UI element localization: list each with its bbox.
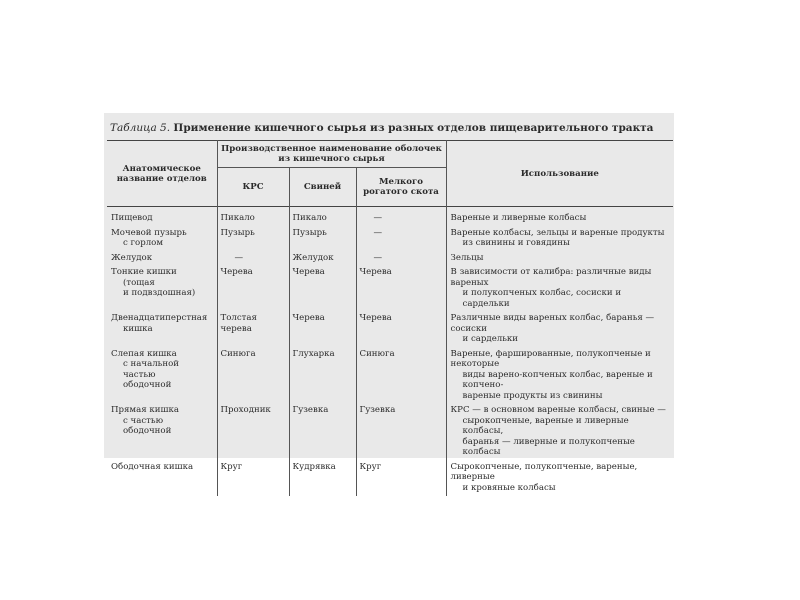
header-usage: Использование [520, 168, 599, 179]
cell-usage [446, 252, 673, 267]
cell-usage [446, 461, 673, 497]
table-row [107, 266, 673, 312]
cell-line: баранья — ливерные и полукопченые колбасы [462, 436, 635, 457]
cell-anatomical-name [107, 207, 217, 227]
cell-anatomical-name [107, 227, 217, 252]
cell-pig-casing [289, 252, 356, 267]
table-row [107, 461, 673, 497]
cell-anatomical-name [107, 404, 217, 461]
cell-line: — [373, 227, 383, 238]
cell-small-cattle-casing [356, 252, 446, 267]
cell-line: сырокопченые, вареные и ливерные колбасы, [462, 415, 629, 436]
cell-line: Гузевка [292, 405, 329, 415]
cell-line: — [373, 213, 383, 223]
cell-line: черева [220, 323, 252, 334]
cell-line: и полукопченых колбас, сосиски и сардельки [462, 288, 622, 309]
table-row [107, 227, 673, 252]
cell-line: и подвздошная) [123, 288, 196, 298]
cell-pig-casing [289, 348, 356, 405]
cell-line: Пузырь [220, 227, 255, 238]
cell-line: Вареные и ливерные колбасы [450, 213, 587, 223]
header-pig: Свиней [289, 168, 356, 207]
table-row [107, 348, 673, 405]
cell-line: Пикало [292, 213, 327, 223]
cell-small-cattle-casing [356, 207, 446, 227]
header-krs: КРС [217, 168, 289, 207]
cell-line: Вареные, фаршированные, полукопченые и некоторые [450, 348, 651, 369]
table-row [107, 312, 673, 348]
cell-line: с частью ободочной [123, 415, 172, 436]
cell-anatomical-name [107, 461, 217, 497]
cell-line: вареные продукты из свинины [462, 390, 603, 401]
cell-line: Зельцы [450, 252, 484, 263]
table-row [107, 252, 673, 267]
cell-pig-casing [289, 207, 356, 227]
cell-pig-casing [289, 312, 356, 348]
cell-usage [446, 266, 673, 312]
cell-line: — [234, 252, 244, 263]
cell-pig-casing [289, 227, 356, 252]
table-caption [110, 121, 670, 135]
cell-krs-casing [217, 266, 289, 312]
cell-line: Мочевой пузырь [111, 227, 187, 238]
cell-small-cattle-casing [356, 461, 446, 497]
cell-line: из свинины и говядины [462, 238, 570, 248]
cell-usage [446, 227, 673, 252]
cell-krs-casing [217, 348, 289, 405]
cell-line: Круг [359, 461, 382, 472]
cell-line: Черева [292, 313, 325, 323]
cell-line: (тощая [123, 277, 155, 288]
cell-line: Вареные колбасы, зельцы и вареные продукты [450, 227, 665, 238]
cell-line: Желудок [111, 252, 153, 263]
cell-anatomical-name [107, 312, 217, 348]
cell-krs-casing [217, 227, 289, 252]
cell-line: Желудок [292, 252, 334, 263]
cell-line: В зависимости от калибра: различные виды вареных [450, 267, 652, 288]
cell-krs-casing [217, 312, 289, 348]
table-title: Применение кишечного сырья из разных отделов пищеварительного тракта [173, 122, 654, 134]
cell-line: Тонкие кишки [111, 267, 177, 277]
cell-line: виды варено-копченых колбас, вареные и копчено- [462, 369, 653, 390]
cell-line: Гузевка [359, 405, 396, 415]
cell-line: Круг [220, 461, 243, 472]
cell-krs-casing [217, 207, 289, 227]
cell-line: Различные виды вареных колбас, баранья — сосиски [450, 313, 655, 334]
cell-line: Проходник [220, 405, 271, 415]
cell-line: Толстая [220, 313, 257, 323]
cell-line: Синюга [220, 348, 256, 359]
cell-pig-casing [289, 266, 356, 312]
cell-line: Пикало [220, 213, 255, 223]
cell-line: Глухарка [292, 348, 335, 359]
header-production-names: Производственное наименование оболочек из кишечного сырья [217, 141, 446, 168]
cell-krs-casing [217, 252, 289, 267]
cell-pig-casing [289, 404, 356, 461]
sausage-casing-table [107, 140, 673, 496]
cell-line: с начальной частью [123, 359, 179, 380]
header-small-cattle: Мелкого рогатого скота [356, 168, 446, 207]
table-body [107, 207, 673, 497]
cell-line: кишка [123, 323, 153, 334]
cell-line: ободочной [123, 380, 172, 390]
cell-usage [446, 404, 673, 461]
table-header [107, 141, 673, 207]
cell-line: Пузырь [292, 227, 327, 238]
cell-line: Двенадцатиперстная [111, 313, 208, 323]
cell-line: Черева [359, 313, 392, 323]
cell-line: Пищевод [111, 213, 153, 223]
cell-usage [446, 348, 673, 405]
table-row [107, 404, 673, 461]
cell-line: Черева [292, 267, 325, 277]
cell-small-cattle-casing [356, 227, 446, 252]
table-row [107, 207, 673, 227]
cell-line: с горлом [123, 238, 164, 248]
cell-pig-casing [289, 461, 356, 497]
cell-line: Ободочная кишка [111, 461, 194, 472]
header-anatomical: Анатомическое название отделов [107, 141, 217, 207]
cell-line: Сырокопченые, полукопченые, вареные, ливерные [450, 461, 638, 482]
cell-line: Черева [220, 267, 253, 277]
cell-small-cattle-casing [356, 404, 446, 461]
cell-small-cattle-casing [356, 348, 446, 405]
cell-line: и кровяные колбасы [462, 482, 556, 493]
cell-line: — [373, 252, 383, 263]
cell-line: Кудрявка [292, 461, 336, 472]
cell-line: КРС — в основном вареные колбасы, свиные — [450, 405, 666, 415]
cell-krs-casing [217, 404, 289, 461]
cell-line: Черева [359, 267, 392, 277]
cell-line: и сардельки [462, 334, 519, 344]
cell-line: Слепая кишка [111, 348, 177, 359]
cell-anatomical-name [107, 252, 217, 267]
cell-usage [446, 312, 673, 348]
cell-small-cattle-casing [356, 266, 446, 312]
table-number: Таблица 5. [110, 122, 171, 134]
cell-anatomical-name [107, 348, 217, 405]
cell-line: Прямая кишка [111, 405, 179, 415]
cell-anatomical-name [107, 266, 217, 312]
cell-small-cattle-casing [356, 312, 446, 348]
cell-line: Синюга [359, 348, 395, 359]
cell-usage [446, 207, 673, 227]
cell-krs-casing [217, 461, 289, 497]
